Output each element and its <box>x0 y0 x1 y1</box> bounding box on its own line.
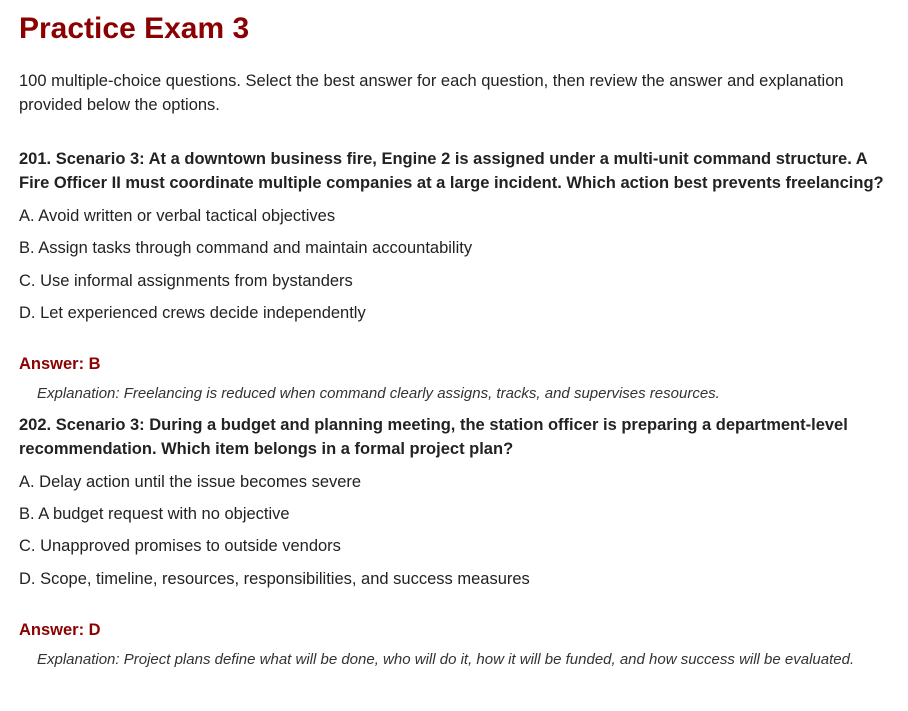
page-title: Practice Exam 3 <box>19 12 250 45</box>
option-item: A. Avoid written or verbal tactical objectives <box>19 207 336 225</box>
option-item: B. Assign tasks through command and maintain accountability <box>19 239 473 258</box>
answer-label: Answer: D <box>19 620 101 639</box>
question-text: 201. Scenario 3: At a downtown business fire, Engine 2 is assigned under a multi-unit command structure. A Fire Officer II must coordinate multiple companies at a large incident. Which action best prevents freelancing? <box>19 150 884 192</box>
explanation-text: Explanation: Project plans define what will be done, who will do it, how it will be funded, and how success will be evaluated. <box>37 650 855 668</box>
answer-label: Answer: B <box>19 354 101 373</box>
question-text: 202. Scenario 3: During a budget and planning meeting, the station officer is preparing a department-level recommendation. Which item belongs in a formal project plan? <box>19 415 848 458</box>
option-item: C. Use informal assignments from bystanders <box>19 271 353 290</box>
exam-intro: 100 multiple-choice questions. Select the best answer for each question, then review the answer and explanation provided below the options. <box>19 72 844 114</box>
option-item: A. Delay action until the issue becomes severe <box>19 472 362 491</box>
options-list <box>19 204 889 325</box>
explanation-text: Explanation: Freelancing is reduced when command clearly assigns, tracks, and supervises resources. <box>37 384 720 402</box>
option-item: B. A budget request with no objective <box>19 505 290 524</box>
option-item: D. Scope, timeline, resources, responsibilities, and success measures <box>19 569 530 588</box>
option-item: D. Let experienced crews decide independently <box>19 303 366 322</box>
options-list <box>19 470 889 591</box>
option-item: C. Unapproved promises to outside vendors <box>19 537 341 556</box>
